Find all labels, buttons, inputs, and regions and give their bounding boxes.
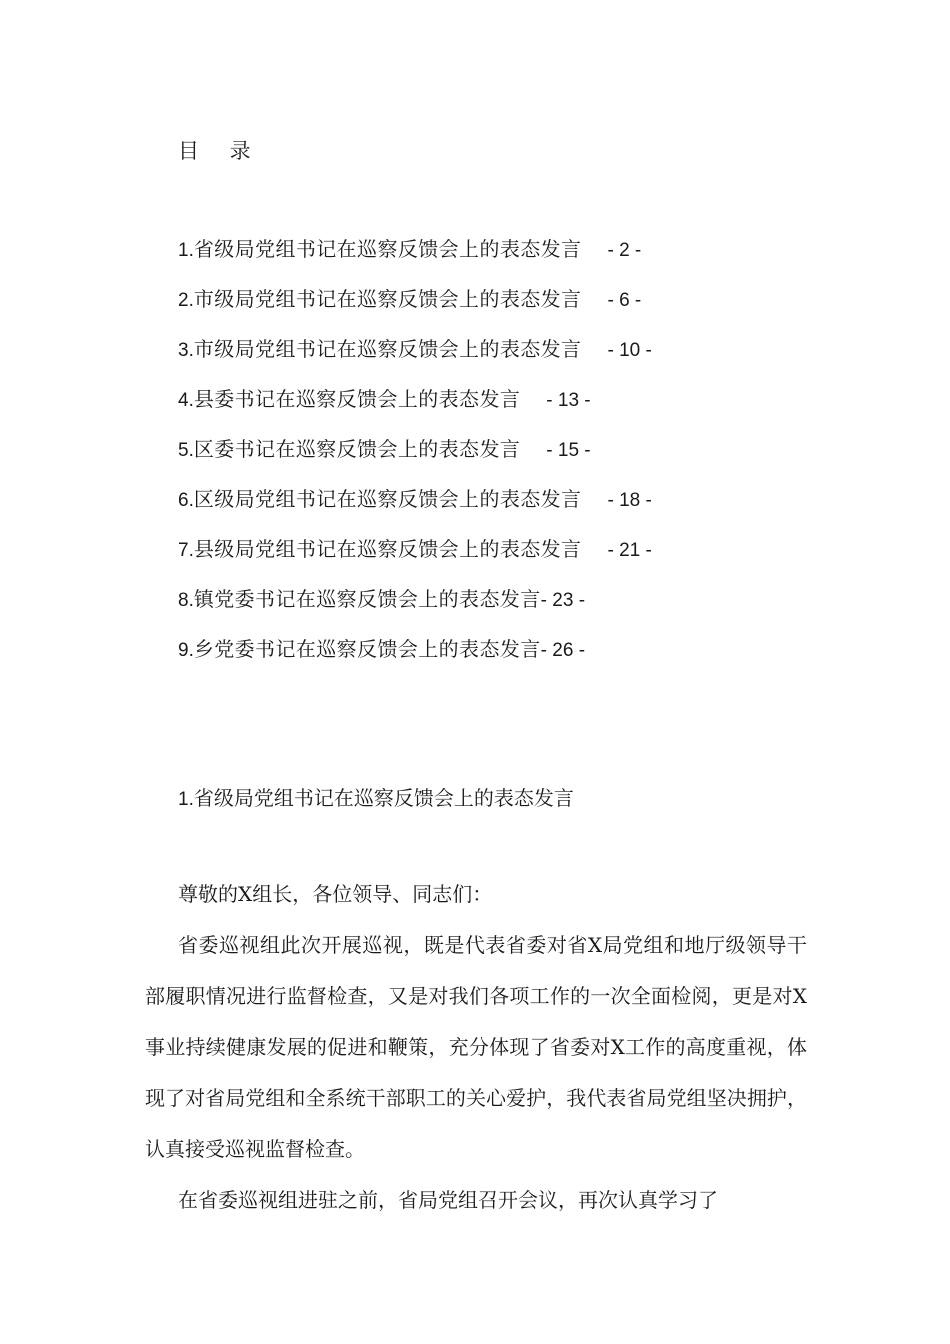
toc-item[interactable]	[178, 584, 652, 634]
toc-item-number: 9.	[178, 640, 194, 661]
section-heading	[178, 783, 574, 815]
toc-item[interactable]	[178, 234, 652, 284]
toc-item-page: - 26 -	[540, 640, 586, 661]
toc-item-page: - 21 -	[607, 540, 652, 561]
toc-item-page: - 6 -	[607, 290, 642, 311]
toc-item-title: 县级局党组书记在巡察反馈会上的表态发言	[193, 537, 582, 561]
toc-item[interactable]	[178, 434, 652, 484]
toc-item-page: - 23 -	[540, 590, 586, 611]
toc-item[interactable]	[178, 484, 652, 534]
toc-item[interactable]	[178, 284, 652, 334]
toc-item[interactable]	[178, 534, 652, 584]
body-paragraph: 省委巡视组此次开展巡视，既是代表省委对省X局党组和地厅级领导干部履职情况进行监督检查，又是对我们各项工作的一次全面检阅，更是对X事业持续健康发展的促进和鞭策，充分体现了省委对X工作的高度重视，体现了对省局党组和全系统干部职工的关心爱护，我代表省局党组坚决拥护，认真接受巡视监督检查。	[145, 933, 807, 1161]
toc-item-page: - 15 -	[546, 440, 591, 461]
toc-item-title: 镇党委书记在巡察反馈会上的表态发言	[193, 587, 541, 611]
toc-item-title: 市级局党组书记在巡察反馈会上的表态发言	[193, 337, 582, 361]
toc-item-number: 7.	[178, 540, 194, 561]
toc-item-page: - 2 -	[607, 240, 642, 261]
toc-item-title: 县委书记在巡察反馈会上的表态发言	[193, 387, 521, 411]
salutation: 尊敬的X组长，各位领导、同志们：	[178, 882, 493, 906]
toc-item-page: - 10 -	[607, 340, 652, 361]
toc-item-title: 省级局党组书记在巡察反馈会上的表态发言	[193, 237, 582, 261]
toc-item-title: 乡党委书记在巡察反馈会上的表态发言	[193, 637, 541, 661]
toc-title: 目 录	[178, 139, 263, 163]
toc-item-number: 5.	[178, 440, 194, 461]
body-text	[145, 869, 807, 1226]
toc-item[interactable]	[178, 634, 652, 684]
toc-item[interactable]	[178, 334, 652, 384]
toc-item-page: - 18 -	[607, 490, 652, 511]
toc-item-title: 区级局党组书记在巡察反馈会上的表态发言	[193, 487, 582, 511]
toc-item-number: 2.	[178, 290, 194, 311]
toc-item-title: 区委书记在巡察反馈会上的表态发言	[193, 437, 521, 461]
table-of-contents	[178, 234, 652, 684]
toc-item-number: 8.	[178, 590, 194, 611]
toc-item-number: 6.	[178, 490, 194, 511]
toc-item-page: - 13 -	[546, 390, 591, 411]
toc-item-number: 1.	[178, 240, 194, 261]
section-title: 省级局党组书记在巡察反馈会上的表态发言	[193, 786, 574, 810]
body-paragraph: 在省委巡视组进驻之前，省局党组召开会议，再次认真学习了	[178, 1188, 718, 1212]
toc-item-number: 3.	[178, 340, 194, 361]
toc-item-number: 4.	[178, 390, 194, 411]
toc-item-title: 市级局党组书记在巡察反馈会上的表态发言	[193, 287, 582, 311]
section-number: 1.	[178, 789, 194, 810]
toc-item[interactable]	[178, 384, 652, 434]
